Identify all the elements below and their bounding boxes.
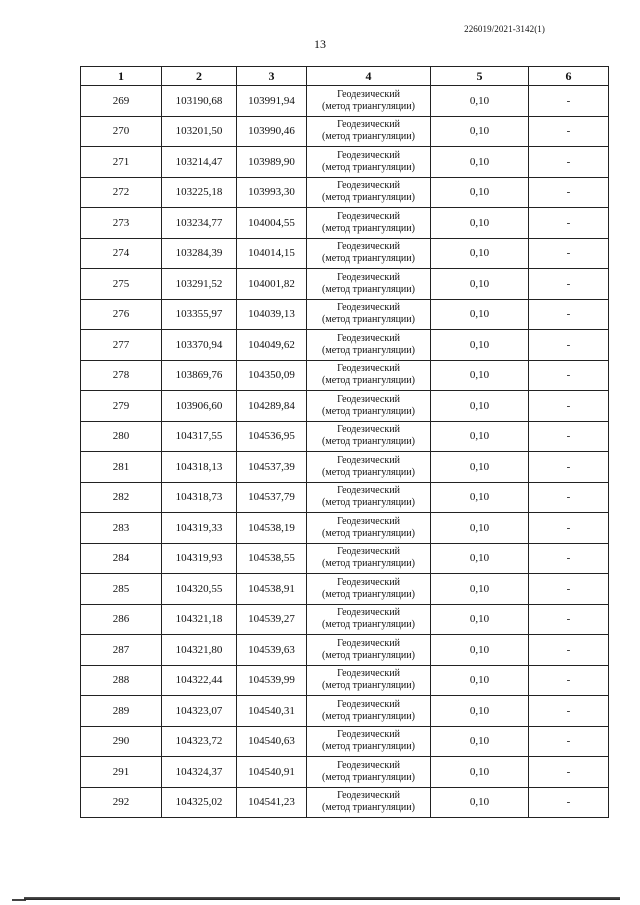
cell-accuracy: 0,10	[431, 604, 529, 635]
cell-accuracy: 0,10	[431, 543, 529, 574]
cell-note: -	[529, 543, 609, 574]
cell-method	[307, 452, 431, 483]
method-detail: (метод триангуляции)	[322, 802, 415, 814]
cell-note: -	[529, 452, 609, 483]
method-name: Геодезический	[337, 180, 400, 192]
table-row	[81, 696, 609, 727]
cell-x-coordinate: 104319,33	[162, 513, 237, 544]
cell-point-number: 284	[81, 543, 162, 574]
cell-x-coordinate: 103355,97	[162, 299, 237, 330]
method-name: Геодезический	[337, 790, 400, 802]
document-registration-number: 226019/2021-3142(1)	[464, 24, 545, 34]
table-row	[81, 147, 609, 178]
cell-accuracy: 0,10	[431, 421, 529, 452]
method-name: Геодезический	[337, 119, 400, 131]
method-detail: (метод триангуляции)	[322, 497, 415, 509]
cell-point-number: 290	[81, 726, 162, 757]
cell-point-number: 287	[81, 635, 162, 666]
cell-x-coordinate: 104321,80	[162, 635, 237, 666]
method-detail: (метод триангуляции)	[322, 741, 415, 753]
cell-x-coordinate: 104323,07	[162, 696, 237, 727]
method-name: Геодезический	[337, 424, 400, 436]
column-header-method: 4	[307, 67, 431, 86]
cell-point-number: 283	[81, 513, 162, 544]
cell-point-number: 274	[81, 238, 162, 269]
column-header-point-number: 1	[81, 67, 162, 86]
cell-x-coordinate: 103190,68	[162, 86, 237, 117]
cell-note: -	[529, 696, 609, 727]
cell-method	[307, 513, 431, 544]
method-name: Геодезический	[337, 241, 400, 253]
method-name: Геодезический	[337, 698, 400, 710]
cell-x-coordinate: 104323,72	[162, 726, 237, 757]
cell-x-coordinate: 103869,76	[162, 360, 237, 391]
table-row	[81, 482, 609, 513]
cell-point-number: 276	[81, 299, 162, 330]
cell-method	[307, 269, 431, 300]
cell-y-coordinate: 104538,19	[237, 513, 307, 544]
method-name: Геодезический	[337, 149, 400, 161]
table-row	[81, 208, 609, 239]
cell-point-number: 272	[81, 177, 162, 208]
cell-accuracy: 0,10	[431, 208, 529, 239]
method-name: Геодезический	[337, 454, 400, 466]
cell-note: -	[529, 299, 609, 330]
cell-method	[307, 543, 431, 574]
cell-x-coordinate: 103214,47	[162, 147, 237, 178]
cell-x-coordinate: 104318,73	[162, 482, 237, 513]
cell-accuracy: 0,10	[431, 757, 529, 788]
header-row	[81, 67, 609, 86]
cell-note: -	[529, 513, 609, 544]
cell-point-number: 292	[81, 787, 162, 818]
cell-method	[307, 757, 431, 788]
cell-x-coordinate: 103906,60	[162, 391, 237, 422]
method-name: Геодезический	[337, 393, 400, 405]
cell-accuracy: 0,10	[431, 177, 529, 208]
table-row	[81, 177, 609, 208]
table-row	[81, 726, 609, 757]
cell-note: -	[529, 238, 609, 269]
method-name: Геодезический	[337, 607, 400, 619]
method-name: Геодезический	[337, 637, 400, 649]
cell-note: -	[529, 574, 609, 605]
cell-accuracy: 0,10	[431, 665, 529, 696]
cell-point-number: 285	[81, 574, 162, 605]
method-detail: (метод триангуляции)	[322, 222, 415, 234]
cell-x-coordinate: 103201,50	[162, 116, 237, 147]
cell-x-coordinate: 104321,18	[162, 604, 237, 635]
method-detail: (метод триангуляции)	[322, 680, 415, 692]
page-number: 13	[314, 37, 326, 51]
cell-x-coordinate: 103291,52	[162, 269, 237, 300]
cell-point-number: 278	[81, 360, 162, 391]
cell-y-coordinate: 104540,63	[237, 726, 307, 757]
cell-note: -	[529, 726, 609, 757]
cell-method	[307, 635, 431, 666]
method-name: Геодезический	[337, 515, 400, 527]
cell-point-number: 269	[81, 86, 162, 117]
method-name: Геодезический	[337, 332, 400, 344]
table-header	[81, 67, 609, 86]
column-header-x-coordinate: 2	[162, 67, 237, 86]
cell-accuracy: 0,10	[431, 452, 529, 483]
table-row	[81, 452, 609, 483]
cell-y-coordinate: 104539,63	[237, 635, 307, 666]
cell-note: -	[529, 421, 609, 452]
method-name: Геодезический	[337, 485, 400, 497]
cell-method	[307, 604, 431, 635]
method-detail: (метод триангуляции)	[322, 466, 415, 478]
cell-accuracy: 0,10	[431, 696, 529, 727]
column-header-accuracy: 5	[431, 67, 529, 86]
cell-note: -	[529, 208, 609, 239]
cell-method	[307, 147, 431, 178]
cell-note: -	[529, 86, 609, 117]
cell-accuracy: 0,10	[431, 116, 529, 147]
method-name: Геодезический	[337, 576, 400, 588]
cell-point-number: 288	[81, 665, 162, 696]
cell-y-coordinate: 103993,30	[237, 177, 307, 208]
coordinates-table	[80, 66, 609, 818]
cell-accuracy: 0,10	[431, 147, 529, 178]
cell-y-coordinate: 104039,13	[237, 299, 307, 330]
table-row	[81, 757, 609, 788]
cell-note: -	[529, 177, 609, 208]
cell-accuracy: 0,10	[431, 238, 529, 269]
cell-accuracy: 0,10	[431, 787, 529, 818]
table-row	[81, 787, 609, 818]
cell-y-coordinate: 104049,62	[237, 330, 307, 361]
cell-accuracy: 0,10	[431, 391, 529, 422]
table-row	[81, 330, 609, 361]
cell-accuracy: 0,10	[431, 86, 529, 117]
method-name: Геодезический	[337, 546, 400, 558]
cell-method	[307, 177, 431, 208]
cell-x-coordinate: 104320,55	[162, 574, 237, 605]
cell-point-number: 291	[81, 757, 162, 788]
cell-x-coordinate: 104322,44	[162, 665, 237, 696]
table-row	[81, 604, 609, 635]
cell-accuracy: 0,10	[431, 513, 529, 544]
cell-method	[307, 696, 431, 727]
table-row	[81, 665, 609, 696]
cell-note: -	[529, 787, 609, 818]
cell-y-coordinate: 103990,46	[237, 116, 307, 147]
cell-y-coordinate: 104537,39	[237, 452, 307, 483]
method-detail: (метод триангуляции)	[322, 100, 415, 112]
cell-method	[307, 421, 431, 452]
cell-point-number: 273	[81, 208, 162, 239]
cell-y-coordinate: 104540,91	[237, 757, 307, 788]
table-row	[81, 421, 609, 452]
cell-note: -	[529, 116, 609, 147]
cell-accuracy: 0,10	[431, 360, 529, 391]
cell-method	[307, 574, 431, 605]
method-name: Геодезический	[337, 668, 400, 680]
method-detail: (метод триангуляции)	[322, 558, 415, 570]
cell-point-number: 281	[81, 452, 162, 483]
method-detail: (метод триангуляции)	[322, 131, 415, 143]
method-name: Геодезический	[337, 363, 400, 375]
column-header-note: 6	[529, 67, 609, 86]
table-row	[81, 360, 609, 391]
cell-x-coordinate: 104318,13	[162, 452, 237, 483]
cell-y-coordinate: 104004,55	[237, 208, 307, 239]
cell-accuracy: 0,10	[431, 482, 529, 513]
cell-method	[307, 360, 431, 391]
method-detail: (метод триангуляции)	[322, 436, 415, 448]
cell-note: -	[529, 757, 609, 788]
cell-method	[307, 665, 431, 696]
table-row	[81, 635, 609, 666]
cell-y-coordinate: 104014,15	[237, 238, 307, 269]
method-detail: (метод триангуляции)	[322, 588, 415, 600]
cell-x-coordinate: 104319,93	[162, 543, 237, 574]
method-detail: (метод триангуляции)	[322, 283, 415, 295]
cell-method	[307, 208, 431, 239]
cell-accuracy: 0,10	[431, 574, 529, 605]
cell-note: -	[529, 665, 609, 696]
table-row	[81, 513, 609, 544]
cell-method	[307, 86, 431, 117]
cell-point-number: 279	[81, 391, 162, 422]
cell-y-coordinate: 104537,79	[237, 482, 307, 513]
cell-method	[307, 330, 431, 361]
cell-y-coordinate: 104539,99	[237, 665, 307, 696]
cell-point-number: 282	[81, 482, 162, 513]
cell-y-coordinate: 103991,94	[237, 86, 307, 117]
method-name: Геодезический	[337, 302, 400, 314]
cell-point-number: 270	[81, 116, 162, 147]
table-row	[81, 86, 609, 117]
method-name: Геодезический	[337, 271, 400, 283]
method-detail: (метод триангуляции)	[322, 314, 415, 326]
cell-note: -	[529, 269, 609, 300]
cell-y-coordinate: 104539,27	[237, 604, 307, 635]
cell-x-coordinate: 103284,39	[162, 238, 237, 269]
cell-note: -	[529, 482, 609, 513]
cell-x-coordinate: 104317,55	[162, 421, 237, 452]
cell-point-number: 286	[81, 604, 162, 635]
cell-accuracy: 0,10	[431, 635, 529, 666]
cell-y-coordinate: 103989,90	[237, 147, 307, 178]
cell-y-coordinate: 104536,95	[237, 421, 307, 452]
cell-y-coordinate: 104289,84	[237, 391, 307, 422]
cell-accuracy: 0,10	[431, 330, 529, 361]
cell-point-number: 277	[81, 330, 162, 361]
cell-accuracy: 0,10	[431, 726, 529, 757]
cell-note: -	[529, 635, 609, 666]
table-row	[81, 299, 609, 330]
method-detail: (метод триангуляции)	[322, 375, 415, 387]
cell-x-coordinate: 104325,02	[162, 787, 237, 818]
method-name: Геодезический	[337, 759, 400, 771]
method-detail: (метод триангуляции)	[322, 527, 415, 539]
cell-y-coordinate: 104540,31	[237, 696, 307, 727]
cell-note: -	[529, 330, 609, 361]
method-detail: (метод триангуляции)	[322, 161, 415, 173]
cell-x-coordinate: 104324,37	[162, 757, 237, 788]
method-name: Геодезический	[337, 88, 400, 100]
method-detail: (метод триангуляции)	[322, 253, 415, 265]
cell-method	[307, 391, 431, 422]
cell-point-number: 280	[81, 421, 162, 452]
method-name: Геодезический	[337, 210, 400, 222]
method-detail: (метод триангуляции)	[322, 405, 415, 417]
cell-x-coordinate: 103234,77	[162, 208, 237, 239]
cell-y-coordinate: 104541,23	[237, 787, 307, 818]
table-row	[81, 116, 609, 147]
cell-y-coordinate: 104350,09	[237, 360, 307, 391]
table-row	[81, 269, 609, 300]
cell-note: -	[529, 604, 609, 635]
cell-note: -	[529, 360, 609, 391]
method-name: Геодезический	[337, 729, 400, 741]
cell-method	[307, 787, 431, 818]
column-header-y-coordinate: 3	[237, 67, 307, 86]
cell-point-number: 289	[81, 696, 162, 727]
cell-accuracy: 0,10	[431, 269, 529, 300]
bottom-rule	[24, 897, 620, 900]
cell-note: -	[529, 391, 609, 422]
method-detail: (метод триангуляции)	[322, 771, 415, 783]
table-body	[81, 86, 609, 818]
cell-y-coordinate: 104538,91	[237, 574, 307, 605]
method-detail: (метод триангуляции)	[322, 619, 415, 631]
method-detail: (метод триангуляции)	[322, 344, 415, 356]
table-row	[81, 391, 609, 422]
method-detail: (метод триангуляции)	[322, 192, 415, 204]
cell-y-coordinate: 104001,82	[237, 269, 307, 300]
method-detail: (метод триангуляции)	[322, 649, 415, 661]
table-row	[81, 543, 609, 574]
cell-method	[307, 482, 431, 513]
cell-accuracy: 0,10	[431, 299, 529, 330]
cell-method	[307, 116, 431, 147]
cell-method	[307, 238, 431, 269]
method-detail: (метод триангуляции)	[322, 710, 415, 722]
cell-y-coordinate: 104538,55	[237, 543, 307, 574]
cell-x-coordinate: 103370,94	[162, 330, 237, 361]
cell-point-number: 275	[81, 269, 162, 300]
table-row	[81, 238, 609, 269]
cell-method	[307, 726, 431, 757]
cell-x-coordinate: 103225,18	[162, 177, 237, 208]
cell-point-number: 271	[81, 147, 162, 178]
table-row	[81, 574, 609, 605]
cell-note: -	[529, 147, 609, 178]
cell-method	[307, 299, 431, 330]
